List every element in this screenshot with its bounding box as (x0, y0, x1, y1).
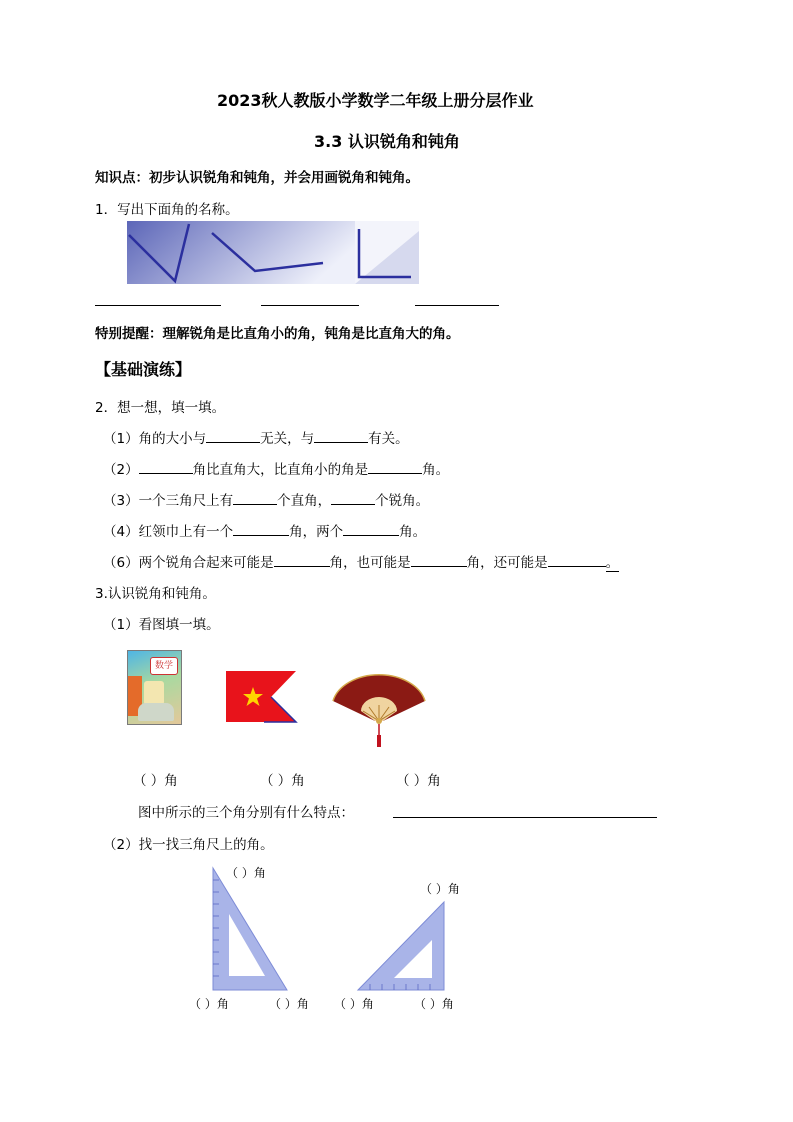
q2-item-3-text-b: 个直角， (277, 493, 332, 509)
ruler-label-bottom-2[interactable]: （ ）角 (269, 997, 309, 1011)
q2-item-6-text-b: 角，也可能是 (329, 555, 411, 571)
question-3-sub1: （1）看图填一填。 (103, 617, 220, 633)
blank[interactable] (139, 459, 193, 474)
folding-fan-image (331, 667, 427, 749)
page-subtitle: 3.3 认识锐角和钝角 (314, 132, 460, 151)
q2-item-2-text-a: （2） (103, 462, 139, 478)
blank[interactable] (206, 428, 260, 443)
blank[interactable] (233, 521, 289, 536)
q2-item-3-text-c: 个锐角。 (375, 493, 430, 509)
answer-line-2[interactable] (261, 305, 359, 306)
q2-item-3-text-a: （3）一个三角尺上有 (103, 493, 234, 509)
special-tip: 特别提醒：理解锐角是比直角小的角，钝角是比直角大的角。 (95, 326, 460, 342)
q2-item-6 (103, 551, 619, 571)
blank[interactable] (411, 552, 467, 567)
q2-item-6-text-d: 。 (605, 555, 620, 571)
answer-line-3[interactable] (415, 305, 499, 306)
triangle-ruler-left-image (211, 866, 291, 994)
blank[interactable] (548, 552, 606, 567)
feature-answer-line[interactable] (393, 817, 657, 818)
math-book-image (127, 650, 182, 725)
q2-item-4-text-c: 角。 (399, 524, 427, 540)
q2-item-6-text-c: 角，还可能是 (466, 555, 548, 571)
q2-item-2-text-c: 角。 (422, 462, 450, 478)
q2-item-1-text-c: 有关。 (368, 431, 409, 447)
answer-bracket-1[interactable]: （ ）角 (133, 773, 178, 789)
feature-question: 图中所示的三个角分别有什么特点： (138, 805, 354, 821)
q2-item-4 (103, 520, 426, 540)
ruler-label-top-right[interactable]: （ ）角 (420, 882, 460, 896)
section-heading: 【基础演练】 (95, 360, 192, 379)
ruler-label-bottom-1[interactable]: （ ）角 (189, 997, 229, 1011)
ruler-label-bottom-4[interactable]: （ ）角 (414, 997, 454, 1011)
q2-item-4-text-a: （4）红领巾上有一个 (103, 524, 234, 540)
question-3-label: 3.认识锐角和钝角。 (95, 586, 216, 602)
q2-item-2 (103, 458, 449, 478)
question-2-label: 2．想一想，填一填。 (95, 400, 226, 416)
blank[interactable] (274, 552, 330, 567)
knowledge-point: 知识点：初步认识锐角和钝角，并会用画锐角和钝角。 (95, 170, 419, 186)
blank[interactable] (314, 428, 368, 443)
q2-item-4-text-b: 角，两个 (289, 524, 344, 540)
question-1-label: 1．写出下面角的名称。 (95, 202, 239, 218)
triangle-ruler-right-image (356, 900, 448, 994)
red-scarf-flag-image (226, 671, 298, 723)
q2-item-3 (103, 489, 429, 509)
answer-bracket-2[interactable]: （ ）角 (260, 773, 305, 789)
blank[interactable] (343, 521, 399, 536)
page-title: 2023秋人教版小学数学二年级上册分层作业 (217, 91, 534, 110)
ruler-label-bottom-3[interactable]: （ ）角 (334, 997, 374, 1011)
q2-item-2-text-b: 角比直角大，比直角小的角是 (192, 462, 369, 478)
blank[interactable] (368, 459, 422, 474)
q2-item-1 (103, 427, 409, 447)
answer-line-1[interactable] (95, 305, 221, 306)
q2-item-1-text-b: 无关，与 (260, 431, 315, 447)
q2-item-6-text-a: （6）两个锐角合起来可能是 (103, 555, 274, 571)
answer-bracket-3[interactable]: （ ）角 (396, 773, 441, 789)
question-3-sub2: （2）找一找三角尺上的角。 (103, 837, 274, 853)
blank[interactable] (331, 490, 375, 505)
q2-item-1-text-a: （1）角的大小与 (103, 431, 207, 447)
ruler-label-top-left[interactable]: （ ）角 (226, 866, 266, 880)
book-title: 数学 (150, 657, 178, 675)
blank[interactable] (233, 490, 277, 505)
angle-picture (127, 221, 419, 284)
